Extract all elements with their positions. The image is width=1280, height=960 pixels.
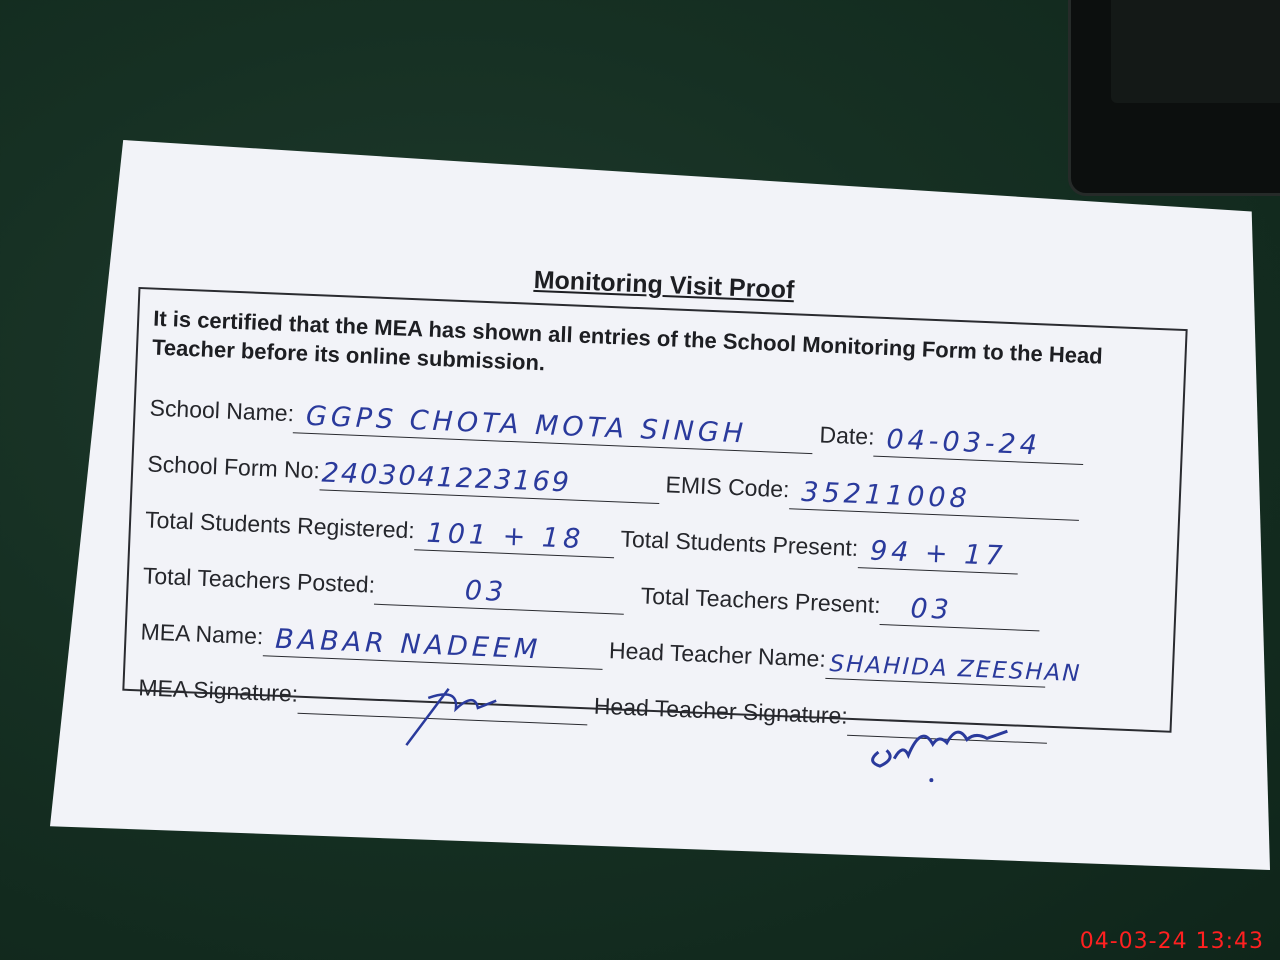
students-registered-value: 101 + 18 [426, 517, 585, 556]
head-teacher-signature-field [847, 701, 1048, 744]
head-teacher-name-label: Head Teacher Name: [608, 637, 827, 672]
emis-code-value: 35211008 [800, 476, 972, 515]
students-present-field [857, 533, 1018, 574]
phone-device [1068, 0, 1280, 196]
head-teacher-signature-label: Head Teacher Signature: [593, 692, 849, 729]
teachers-present-value: 03 [909, 593, 954, 626]
teachers-present-label: Total Teachers Present: [640, 582, 882, 618]
camera-timestamp: 04-03-24 13:43 [1079, 929, 1264, 954]
students-registered-label: Total Students Registered: [144, 506, 416, 544]
students-present-value: 94 + 17 [869, 535, 1008, 573]
mea-signature-mark [376, 666, 519, 752]
date-label: Date: [819, 421, 876, 450]
teachers-present-field [880, 590, 1041, 631]
mea-name-value: BABAR NADEEM [274, 623, 542, 666]
emis-code-label: EMIS Code: [665, 471, 791, 503]
mea-signature-label: MEA Signature: [137, 674, 299, 707]
head-teacher-signature-mark [865, 692, 1038, 789]
certification-text: It is certified that the MEA has shown all entries of the School Monitoring Form to the Head Teacher before its online submission. [151, 305, 1104, 376]
school-name-label: School Name: [149, 394, 295, 427]
school-form-no-value: 2403041223169 [321, 457, 572, 499]
school-form-no-label: School Form No: [146, 450, 321, 484]
teachers-posted-value: 03 [464, 575, 508, 608]
date-value: 04-03-24 [885, 424, 1042, 462]
head-teacher-name-value: SHAHIDA ZEESHAN [829, 651, 1083, 688]
mea-name-label: MEA Name: [140, 618, 264, 650]
teachers-posted-label: Total Teachers Posted: [142, 562, 376, 598]
form-title: Monitoring Visit Proof [533, 265, 795, 305]
form-content [122, 250, 1189, 733]
phone-screen [1111, 0, 1280, 103]
school-name-value: GGPS CHOTA MOTA SINGH [305, 400, 748, 450]
form-box [122, 287, 1187, 733]
students-present-label: Total Students Present: [620, 525, 859, 562]
